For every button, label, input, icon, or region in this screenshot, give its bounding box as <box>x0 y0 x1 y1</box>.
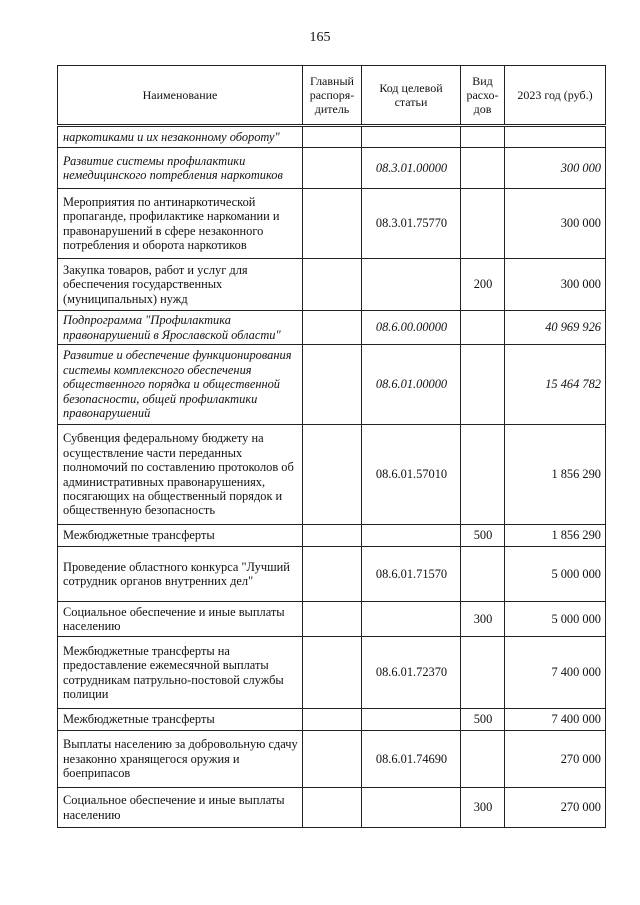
cell-sum: 300 000 <box>505 148 606 189</box>
cell-code <box>362 259 461 311</box>
cell-code <box>362 709 461 731</box>
table-row <box>58 731 606 788</box>
cell-vid: 300 <box>461 788 505 828</box>
cell-code: 08.6.01.57010 <box>362 425 461 525</box>
cell-sum: 270 000 <box>505 788 606 828</box>
cell-name: Проведение областного конкурса "Лучший сотрудник органов внутренних дел" <box>58 547 303 602</box>
cell-name: Межбюджетные трансферты на предоставление ежемесячной выплаты сотрудникам патрульно-постовой службы полиции <box>58 637 303 709</box>
budget-table <box>57 65 606 828</box>
cell-glav <box>303 148 362 189</box>
cell-glav <box>303 731 362 788</box>
table-row <box>58 259 606 311</box>
cell-glav <box>303 189 362 259</box>
cell-code <box>362 788 461 828</box>
cell-name: Социальное обеспечение и иные выплаты населению <box>58 602 303 637</box>
cell-vid <box>461 731 505 788</box>
page-number: 165 <box>309 30 331 45</box>
cell-code: 08.6.01.71570 <box>362 547 461 602</box>
table-row <box>58 788 606 828</box>
cell-vid <box>461 126 505 148</box>
cell-name: Мероприятия по антинаркотической пропаганде, профилактике наркомании и правонарушений в сфере незаконного потребления и оборота наркотиков <box>58 189 303 259</box>
cell-sum: 40 969 926 <box>505 311 606 345</box>
table-row <box>58 126 606 148</box>
cell-glav <box>303 788 362 828</box>
cell-name: Межбюджетные трансферты <box>58 709 303 731</box>
cell-code: 08.6.01.00000 <box>362 345 461 425</box>
cell-vid: 500 <box>461 709 505 731</box>
cell-name: Подпрограмма "Профилактика правонарушений в Ярославской области" <box>58 311 303 345</box>
cell-name: Межбюджетные трансферты <box>58 525 303 547</box>
cell-sum: 7 400 000 <box>505 637 606 709</box>
cell-vid: 200 <box>461 259 505 311</box>
cell-name: Развитие и обеспечение функционирования системы комплексного обеспечения общественного порядка и общественной безопасности, общей профилактики правонарушений <box>58 345 303 425</box>
cell-sum: 1 856 290 <box>505 425 606 525</box>
table-body <box>58 126 606 828</box>
cell-glav <box>303 126 362 148</box>
cell-sum: 15 464 782 <box>505 345 606 425</box>
table-header-row <box>58 66 606 126</box>
cell-sum: 1 856 290 <box>505 525 606 547</box>
cell-name: Закупка товаров, работ и услуг для обеспечения государственных (муниципальных) нужд <box>58 259 303 311</box>
cell-name: Социальное обеспечение и иные выплаты населению <box>58 788 303 828</box>
cell-name: Выплаты населению за добровольную сдачу незаконно хранящегося оружия и боеприпасов <box>58 731 303 788</box>
table-row <box>58 709 606 731</box>
cell-glav <box>303 637 362 709</box>
table-row <box>58 345 606 425</box>
cell-glav <box>303 425 362 525</box>
table-row <box>58 311 606 345</box>
cell-code: 08.3.01.00000 <box>362 148 461 189</box>
cell-sum: 300 000 <box>505 189 606 259</box>
table-row <box>58 525 606 547</box>
cell-glav <box>303 311 362 345</box>
table-row <box>58 602 606 637</box>
column-header-code: Код целевой статьи <box>362 66 461 126</box>
column-header-glav: Главный распоря-дитель <box>303 66 362 126</box>
cell-sum: 5 000 000 <box>505 602 606 637</box>
cell-vid <box>461 425 505 525</box>
cell-sum: 300 000 <box>505 259 606 311</box>
cell-code: 08.3.01.75770 <box>362 189 461 259</box>
cell-vid <box>461 345 505 425</box>
column-header-vid: Вид расхо-дов <box>461 66 505 126</box>
cell-glav <box>303 602 362 637</box>
column-header-sum: 2023 год (руб.) <box>505 66 606 126</box>
cell-vid: 500 <box>461 525 505 547</box>
cell-vid <box>461 148 505 189</box>
cell-glav <box>303 345 362 425</box>
cell-vid <box>461 547 505 602</box>
cell-code <box>362 525 461 547</box>
cell-glav <box>303 259 362 311</box>
cell-glav <box>303 709 362 731</box>
cell-code <box>362 126 461 148</box>
cell-code: 08.6.00.00000 <box>362 311 461 345</box>
cell-glav <box>303 547 362 602</box>
cell-glav <box>303 525 362 547</box>
cell-sum: 270 000 <box>505 731 606 788</box>
cell-name: Субвенция федеральному бюджету на осуществление части переданных полномочий по составлению протоколов об административных правонарушениях, посягающих на общественный порядок и общественную безопасность <box>58 425 303 525</box>
cell-code <box>362 602 461 637</box>
table-row <box>58 425 606 525</box>
table-row <box>58 148 606 189</box>
table-row <box>58 637 606 709</box>
cell-name: наркотиками и их незаконному обороту" <box>58 126 303 148</box>
cell-name: Развитие системы профилактики немедицинского потребления наркотиков <box>58 148 303 189</box>
cell-vid <box>461 189 505 259</box>
cell-code: 08.6.01.74690 <box>362 731 461 788</box>
column-header-name: Наименование <box>58 66 303 126</box>
cell-sum <box>505 126 606 148</box>
cell-sum: 7 400 000 <box>505 709 606 731</box>
cell-vid <box>461 311 505 345</box>
cell-sum: 5 000 000 <box>505 547 606 602</box>
cell-vid: 300 <box>461 602 505 637</box>
table-row <box>58 547 606 602</box>
cell-vid <box>461 637 505 709</box>
table-row <box>58 189 606 259</box>
cell-code: 08.6.01.72370 <box>362 637 461 709</box>
